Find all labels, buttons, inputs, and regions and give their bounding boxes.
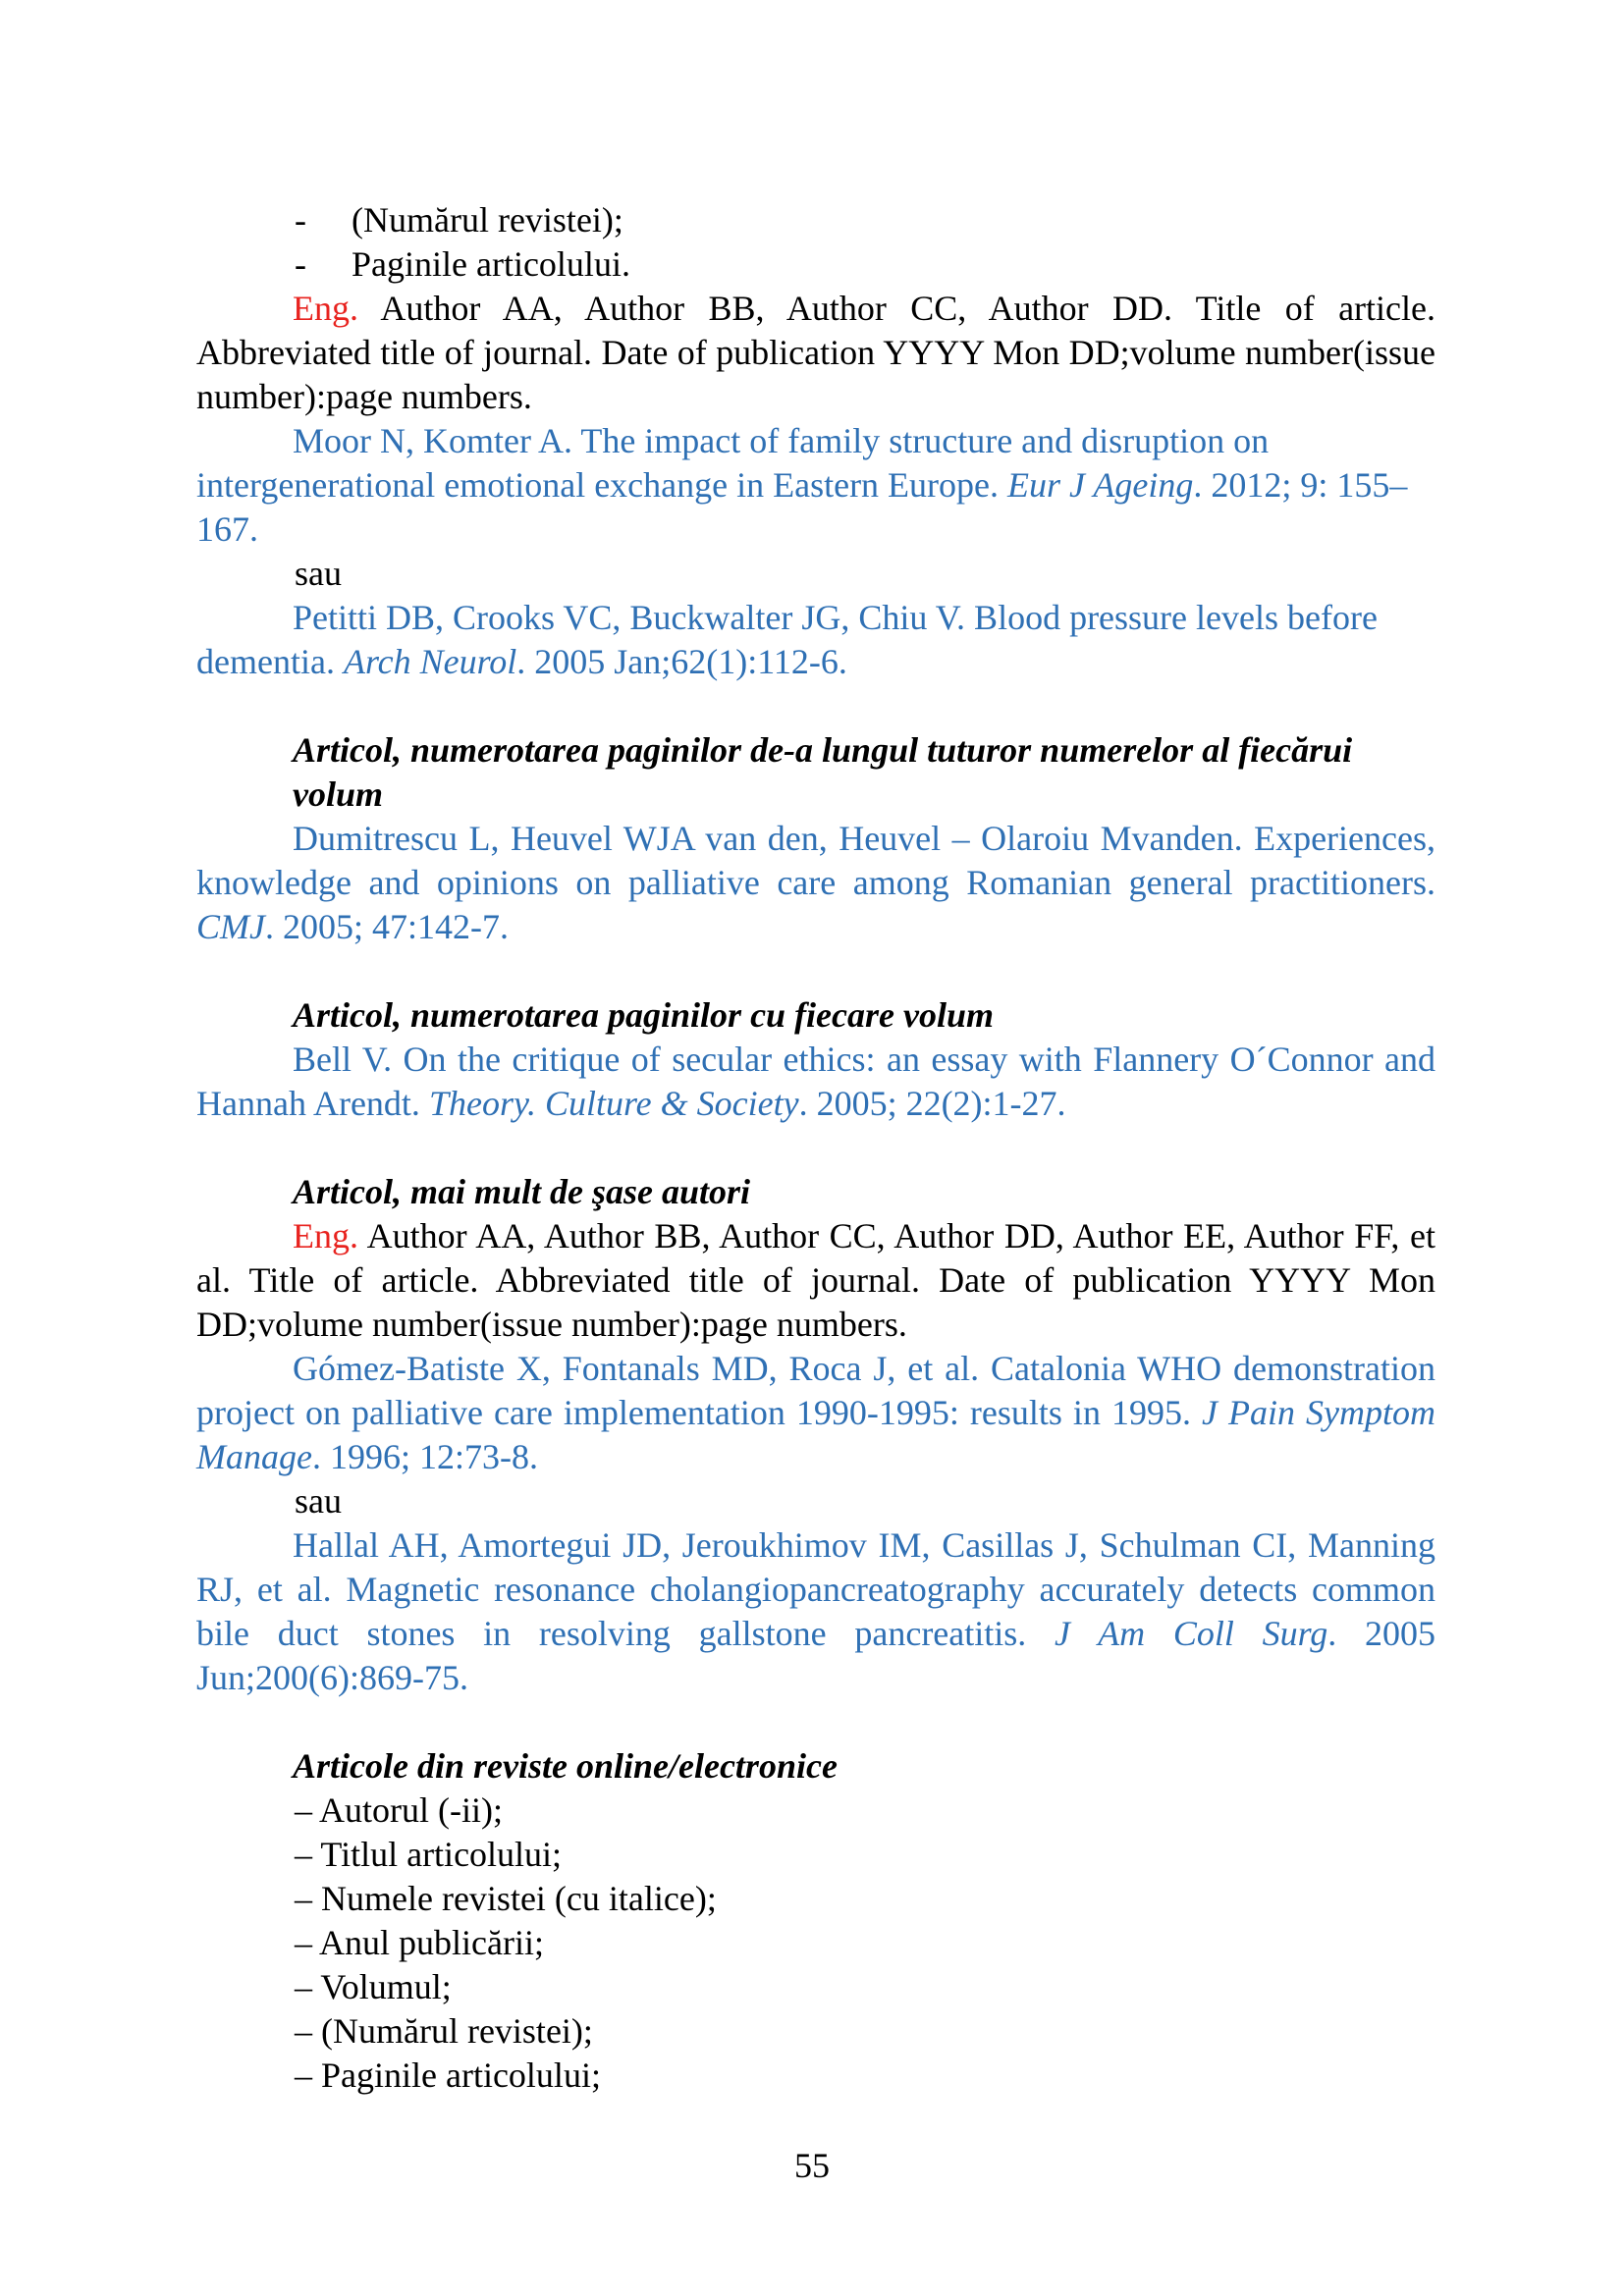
reference-example: Petitti DB, Crooks VC, Buckwalter JG, Chiu V. Blood pressure levels before dementia. Arch Neurol. 2005 Jan;62(1):112-6. xyxy=(196,598,1378,681)
list-item: – Volumul; xyxy=(295,1967,452,2006)
or-label: sau xyxy=(295,1481,342,1521)
or-label: sau xyxy=(295,554,342,593)
reference-example: Bell V. On the critique of secular ethics: an essay with Flannery O´Connor and Hannah Arendt. Theory. Culture & Society. 2005; 22(2):1-27. xyxy=(196,1040,1435,1123)
reference-example: Moor N, Komter A. The impact of family structure and disruption on intergenerational emotional exchange in Eastern Europe. Eur J Ageing. 2012; 9: 155–167. xyxy=(196,421,1408,549)
eng-label: Eng. xyxy=(293,289,358,328)
reference-example: Dumitrescu L, Heuvel WJA van den, Heuvel – Olaroiu Mvanden. Experiences, knowledge and opinions on palliative care among Romanian general practitioners. CMJ. 2005; 47:142-7. xyxy=(196,819,1435,946)
list-item: - Paginile articolului. xyxy=(295,244,630,284)
page-number: 55 xyxy=(794,2146,830,2185)
list-item: – Paginile articolului; xyxy=(295,2056,601,2095)
section-heading: Articol, numerotarea paginilor cu fiecare volum xyxy=(293,995,995,1035)
reference-example: Hallal AH, Amortegui JD, Jeroukhimov IM, Casillas J, Schulman CI, Manning RJ, et al. Magnetic resonance cholangiopancreatography accurately detects common bile duct stones in resolving gallstone pancreatitis. J Am Coll Surg. 2005 Jun;200(6):869-75. xyxy=(196,1525,1436,1697)
eng-label: Eng. xyxy=(293,1216,358,1255)
list-item: – Autorul (-ii); xyxy=(295,1790,503,1830)
list-item: - (Numărul revistei); xyxy=(295,200,623,240)
list-item: – Anul publicării; xyxy=(295,1923,544,1962)
section-heading: Articol, mai mult de şase autori xyxy=(293,1172,751,1211)
format-paragraph: Eng. Author AA, Author BB, Author CC, Author DD. Title of article. Abbreviated title of journal. Date of publication YYYY Mon DD;volume number(issue number):page numbers. xyxy=(196,289,1435,416)
list-item: – (Numărul revistei); xyxy=(295,2011,593,2051)
section-heading: Articol, numerotarea paginilor de-a lungul tuturor numerelor al fiecărui volum xyxy=(293,730,1353,814)
list-item: – Titlul articolului; xyxy=(295,1835,563,1874)
section-heading: Articole din reviste online/electronice xyxy=(293,1746,838,1786)
format-paragraph: Eng. Author AA, Author BB, Author CC, Author DD, Author EE, Author FF, et al. Title of article. Abbreviated title of journal. Date of publication YYYY Mon DD;volume number(issue number):page numbers. xyxy=(196,1216,1436,1344)
list-item: – Numele revistei (cu italice); xyxy=(295,1879,717,1918)
reference-example: Gómez-Batiste X, Fontanals MD, Roca J, et al. Catalonia WHO demonstration project on palliative care implementation 1990-1995: results in 1995. J Pain Symptom Manage. 1996; 12:73-8. xyxy=(196,1349,1436,1476)
